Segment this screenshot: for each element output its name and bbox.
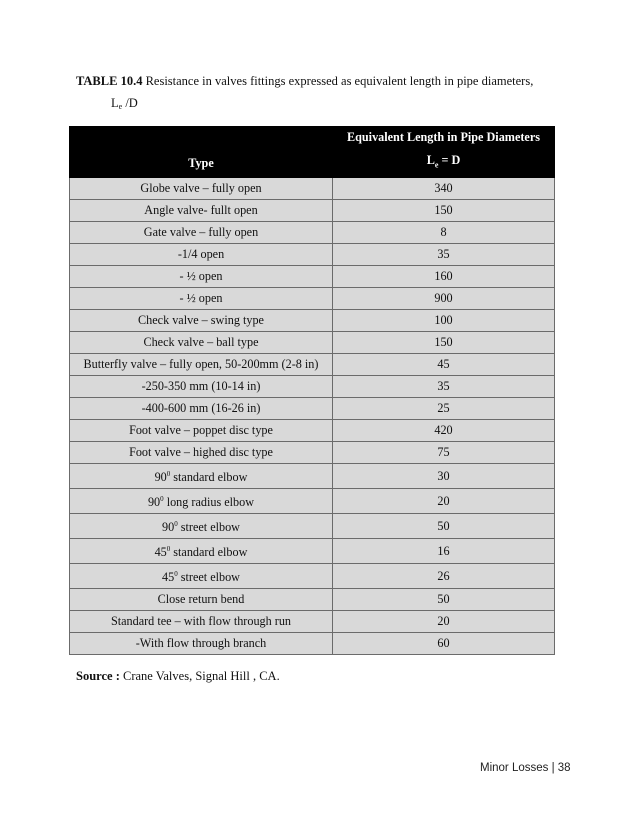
- value-cell: 20: [333, 611, 555, 633]
- table-row: [70, 222, 555, 244]
- type-cell: [70, 420, 333, 442]
- table-row: [70, 611, 555, 633]
- degree-superscript: 0: [160, 495, 164, 504]
- type-cell: [70, 288, 333, 310]
- caption-label: TABLE 10.4: [76, 74, 143, 88]
- type-text: 90: [154, 470, 167, 485]
- type-cell: [70, 442, 333, 464]
- type-cell: [70, 633, 333, 655]
- table-row: [70, 376, 555, 398]
- value-cell: 160: [333, 266, 555, 288]
- source-note: [76, 669, 280, 684]
- type-text: Butterfly valve – fully open, 50-200mm (2-8 in): [83, 357, 319, 372]
- type-text: 45: [162, 570, 175, 585]
- source-text: Crane Valves, Signal Hill , CA.: [119, 669, 280, 683]
- degree-superscript: 0: [166, 470, 171, 479]
- type-text: Globe valve – fully open: [140, 181, 262, 196]
- value-cell: 20: [333, 489, 555, 514]
- degree-superscript: 0: [174, 520, 178, 529]
- type-cell: [70, 539, 333, 564]
- table-body: [70, 178, 555, 655]
- caption-text: Resistance in valves fittings expressed as equivalent length in pipe diameters,: [145, 74, 534, 88]
- header-value: [333, 148, 555, 178]
- type-cell: [70, 266, 333, 288]
- table-row: [70, 200, 555, 222]
- value-cell: 60: [333, 633, 555, 655]
- value-cell: 26: [333, 564, 555, 589]
- type-text-rest: long radius elbow: [163, 495, 255, 510]
- type-text: Foot valve – poppet disc type: [129, 423, 273, 438]
- type-text-rest: standard elbow: [170, 545, 248, 560]
- type-text: -400-600 mm (16-26 in): [141, 401, 261, 416]
- value-cell: 35: [333, 376, 555, 398]
- type-cell: [70, 332, 333, 354]
- type-text: Foot valve – highed disc type: [129, 445, 273, 460]
- type-text: -250-350 mm (10-14 in): [141, 379, 261, 394]
- value-cell: 45: [333, 354, 555, 376]
- type-text: - ½ open: [179, 269, 223, 284]
- type-text: 90: [162, 520, 175, 535]
- header-row-group: [70, 127, 555, 148]
- table-row: [70, 266, 555, 288]
- table-row: [70, 633, 555, 655]
- type-cell: [70, 178, 333, 200]
- value-cell: 35: [333, 244, 555, 266]
- degree-superscript: 0: [166, 545, 171, 554]
- value-cell: 150: [333, 332, 555, 354]
- table-row: [70, 464, 555, 489]
- table-row: [70, 244, 555, 266]
- table-row: [70, 442, 555, 464]
- type-text: Gate valve – fully open: [143, 225, 259, 240]
- value-cell: 900: [333, 288, 555, 310]
- type-cell: [70, 464, 333, 489]
- type-cell: [70, 398, 333, 420]
- header-value-main: L: [426, 153, 435, 167]
- type-cell: [70, 222, 333, 244]
- type-cell: [70, 489, 333, 514]
- caption-symbol-rest: /D: [122, 96, 138, 110]
- table-row: [70, 514, 555, 539]
- type-cell: [70, 589, 333, 611]
- type-cell: [70, 376, 333, 398]
- table-row: [70, 589, 555, 611]
- type-text: Check valve – ball type: [143, 335, 259, 350]
- type-text: Close return bend: [157, 592, 245, 607]
- table-row: [70, 398, 555, 420]
- header-type: Type: [70, 148, 333, 178]
- header-blank: [70, 127, 333, 148]
- value-cell: 50: [333, 514, 555, 539]
- value-cell: 340: [333, 178, 555, 200]
- value-cell: 30: [333, 464, 555, 489]
- caption-symbol-subscript: e: [118, 102, 123, 111]
- table-row: [70, 178, 555, 200]
- degree-superscript: 0: [174, 570, 178, 579]
- header-row-columns: [70, 148, 555, 178]
- value-cell: 16: [333, 539, 555, 564]
- value-cell: 150: [333, 200, 555, 222]
- header-value-rest: = D: [438, 153, 461, 167]
- type-text: 45: [154, 545, 167, 560]
- type-text: Standard tee – with flow through run: [110, 614, 292, 629]
- page-footer: Minor Losses | 38: [480, 762, 571, 774]
- value-cell: 8: [333, 222, 555, 244]
- table-row: [70, 332, 555, 354]
- type-text: -With flow through branch: [135, 636, 267, 651]
- type-cell: [70, 200, 333, 222]
- table-row: [70, 354, 555, 376]
- type-text-rest: street elbow: [177, 570, 240, 585]
- type-text: 90: [147, 495, 161, 510]
- table-row: [70, 489, 555, 514]
- value-cell: 75: [333, 442, 555, 464]
- table-row: [70, 310, 555, 332]
- type-text-rest: street elbow: [177, 520, 240, 535]
- type-text: Angle valve- fullt open: [144, 203, 258, 218]
- table-row: [70, 420, 555, 442]
- type-cell: [70, 354, 333, 376]
- table-row: [70, 539, 555, 564]
- type-cell: [70, 514, 333, 539]
- header-group-label: Equivalent Length in Pipe Diameters: [333, 127, 555, 148]
- table-caption: [76, 73, 533, 89]
- caption-symbol: L: [111, 96, 119, 110]
- type-cell: [70, 310, 333, 332]
- type-text: - ½ open: [179, 291, 223, 306]
- value-cell: 25: [333, 398, 555, 420]
- table-row: [70, 564, 555, 589]
- type-cell: [70, 564, 333, 589]
- value-cell: 100: [333, 310, 555, 332]
- header-value-subscript: e: [434, 160, 439, 170]
- type-cell: [70, 611, 333, 633]
- type-cell: [70, 244, 333, 266]
- type-text: Check valve – swing type: [138, 313, 264, 328]
- type-text: -1/4 open: [177, 247, 225, 262]
- table-row: [70, 288, 555, 310]
- source-label: Source :: [76, 669, 120, 683]
- caption-line-2: [111, 96, 138, 111]
- value-cell: 420: [333, 420, 555, 442]
- value-cell: 50: [333, 589, 555, 611]
- equivalent-length-table: [69, 126, 555, 655]
- type-text-rest: standard elbow: [170, 470, 248, 485]
